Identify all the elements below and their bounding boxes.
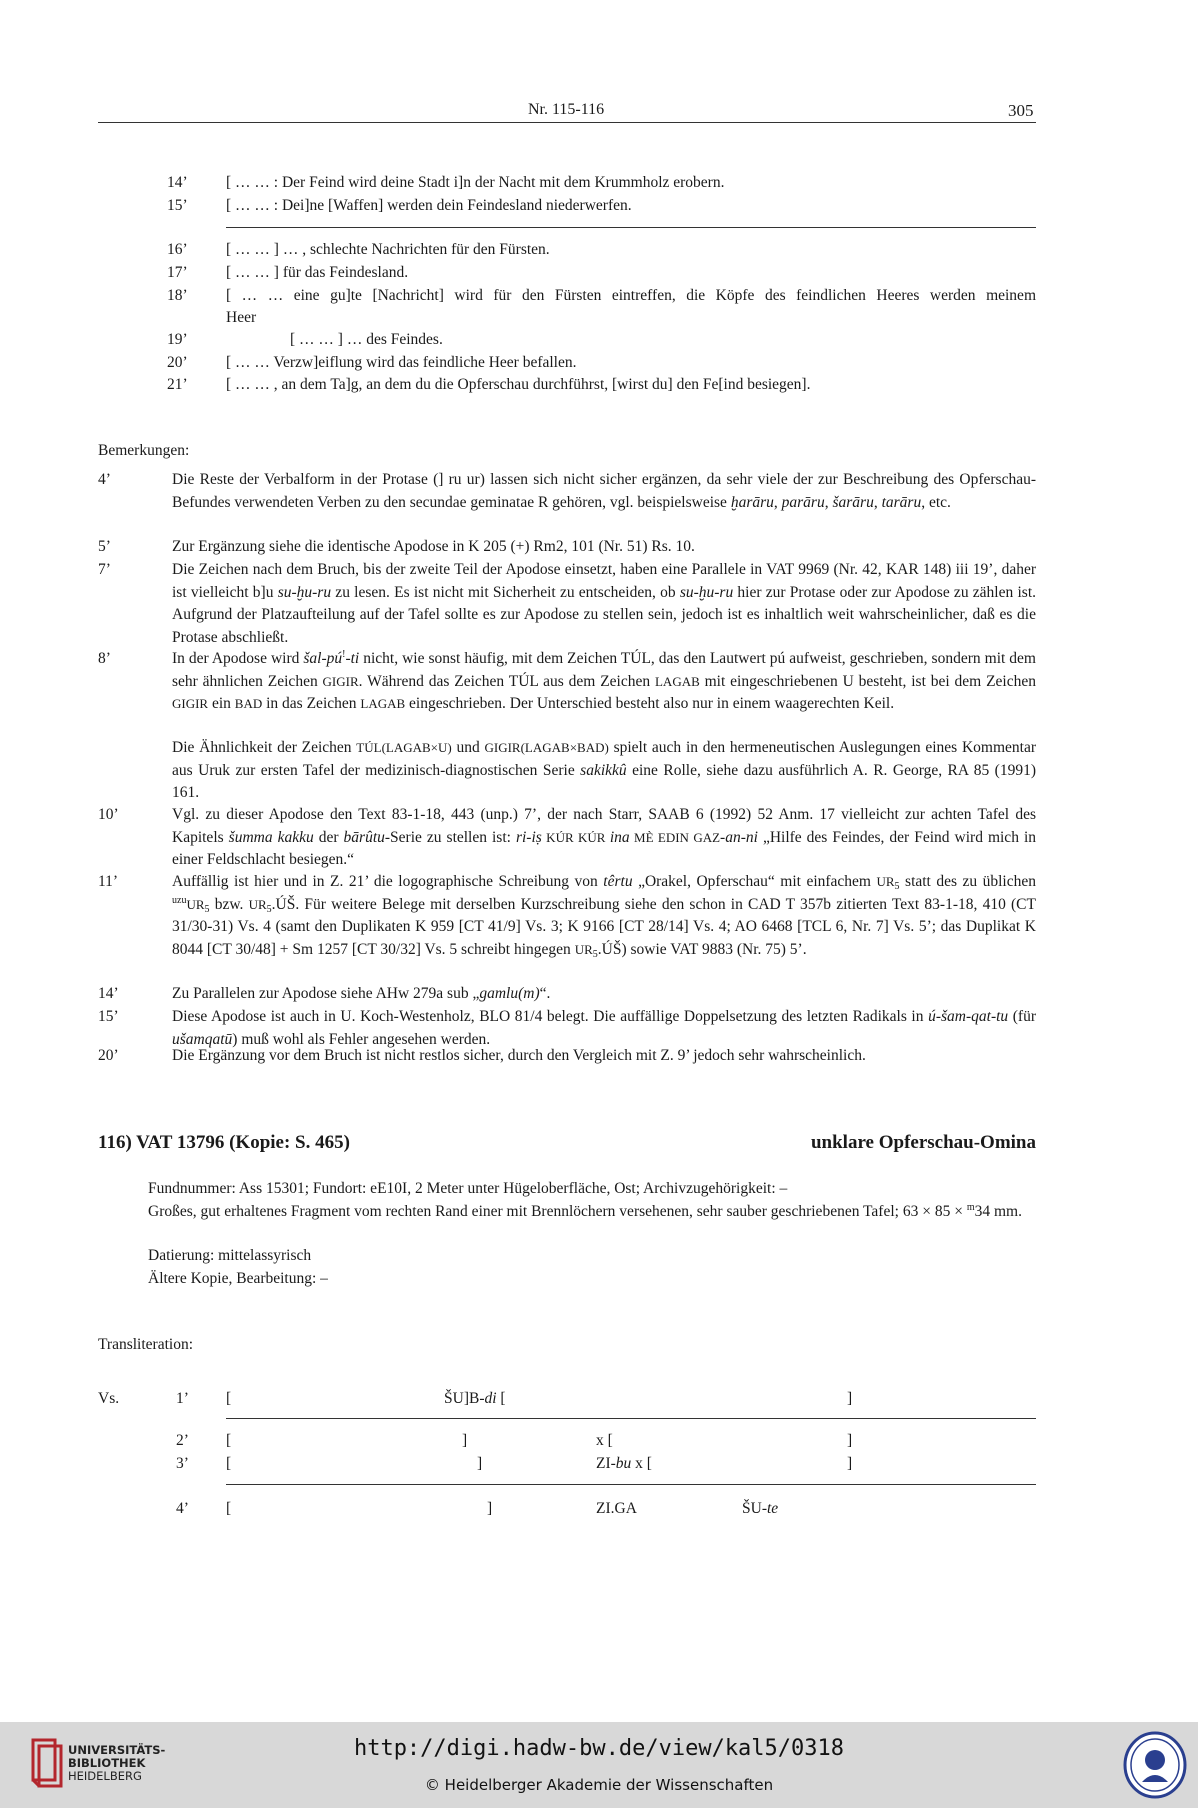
line-number: 4’ <box>176 1500 189 1517</box>
line-number: 20’ <box>167 354 188 371</box>
line-rule <box>226 1418 1036 1419</box>
running-header: Nr. 115-116 <box>528 101 605 118</box>
transliteration-heading: Transliteration: <box>98 1336 194 1353</box>
remark-number: 7’ <box>98 561 111 578</box>
line-text: ZI-bu x [ <box>596 1455 652 1472</box>
footer-bar <box>0 1722 1198 1808</box>
remark-number: 8’ <box>98 650 111 667</box>
academy-seal-icon <box>1122 1730 1188 1800</box>
line-text: [ … … ] … , schlechte Nachrichten für den Fürsten. <box>226 241 550 258</box>
remark-number: 11’ <box>98 873 119 890</box>
remark-number: 10’ <box>98 806 119 823</box>
fragment-description: Großes, gut erhaltenes Fragment vom rechten Rand einer mit Brennlöchern versehenen, sehr sauber geschriebenen Tafel; 63 × 85 × $^m$34 mm. <box>148 1201 1022 1220</box>
remark-text: Zu Parallelen zur Apodose siehe AHw 279a sub „gamlu(m)“. <box>172 985 551 1002</box>
bracket: ] <box>847 1432 853 1449</box>
line-text: [ … … : Der Feind wird deine Stadt i]n der Nacht mit dem Krummholz erobern. <box>226 174 725 191</box>
line-text: [ … … Verzw]eiflung wird das feindliche Heer befallen. <box>226 354 577 371</box>
side-label: Vs. <box>98 1390 120 1407</box>
line-number: 21’ <box>167 376 188 393</box>
remark-number: 20’ <box>98 1047 119 1064</box>
entry-subject: unklare Opferschau-Omina <box>810 1132 1036 1153</box>
bracket: [ <box>226 1432 232 1449</box>
dating: Datierung: mittelassyrisch <box>148 1247 312 1264</box>
remark-number: 5’ <box>98 538 111 555</box>
line-number: 3’ <box>176 1455 189 1472</box>
bracket: ] <box>462 1432 468 1449</box>
section-rule <box>226 227 1036 228</box>
line-text: ŠU]B-di [ <box>444 1390 506 1407</box>
line-number: 2’ <box>176 1432 189 1449</box>
bracket: [ <box>226 1390 232 1407</box>
line-text: [ … … ] … des Feindes. <box>290 331 443 348</box>
remark-number: 14’ <box>98 985 119 1002</box>
line-text-cont: Heer <box>226 309 257 326</box>
line-number: 17’ <box>167 264 188 281</box>
remarks-heading: Bemerkungen: <box>98 442 190 459</box>
copyright: © Heidelberger Akademie der Wissenschaften <box>424 1776 774 1794</box>
remark-text: Diese Apodose ist auch in U. Koch-Westenholz, BLO 81/4 belegt. Die auffällige Doppelsetzung des letzten Radikals in ú-šam-qat-tu (für ušamqatū) muß wohl als Fehler angesehen werden. <box>172 1008 1036 1048</box>
entry-title: 116) VAT 13796 (Kopie: S. 465) <box>98 1132 350 1153</box>
remark-number: 4’ <box>98 471 111 488</box>
line-text: [ … … : Dei]ne [Waffen] werden dein Feindesland niederwerfen. <box>226 197 632 214</box>
remark-text: In der Apodose wird šal-pú!-ti nicht, wie sonst häufig, mit dem Zeichen TÚL, das den Lautwert pú aufweist, geschrieben, sondern mit dem sehr ähnlichen Zeichen GIGIR. Während das Zeichen TÚL aus dem Zeichen LAGAB mit eingeschriebenen U besteht, ist bei dem Zeichen GIGIR ein BAD in das Zeichen LAGAB eingeschrieben. Der Unterschied besteht also nur in einem waagerechten Keil. <box>172 648 1036 712</box>
page-number: 305 <box>1008 101 1034 120</box>
bracket: ] <box>847 1390 853 1407</box>
line-text: ŠU-te <box>742 1500 779 1517</box>
remark-text: Die Ähnlichkeit der Zeichen TÚL(LAGAB×U) und GIGIR(LAGAB×BAD) spielt auch in den hermeneutischen Auslegungen eines Kommentar aus Uruk zur ersten Tafel der medizinisch-diagnostischen Serie sakikkû eine Rolle, siehe dazu ausführlich A. R. George, RA 85 (1991) 161. <box>172 739 1036 801</box>
bracket: [ <box>226 1455 232 1472</box>
line-rule <box>226 1484 1036 1485</box>
bracket: ] <box>487 1500 493 1517</box>
line-number: 14’ <box>167 174 188 191</box>
remark-text: Die Zeichen nach dem Bruch, bis der zweite Teil der Apodose einsetzt, haben eine Parallele in VAT 9969 (Nr. 42, KAR 148) iii 19’, daher ist vielleicht b]u su-ḫu-ru zu lesen. Es ist nicht mit Sicherheit zu entscheiden, ob su-ḫu-ru hier zur Protase oder zur Apodose zu zählen ist. Aufgrund der Platzaufteilung auf der Tafel sollte es zur Apodose zu stellen sein, jedoch ist es inhaltlich weit wahrscheinlicher, daß es die Protase abschließt. <box>172 561 1036 646</box>
line-text: [ … … ] für das Feindesland. <box>226 264 409 281</box>
remark-text: Vgl. zu dieser Apodose den Text 83-1-18, 443 (unp.) 7’, der nach Starr, SAAB 6 (1992) 52 Anm. 17 vielleicht zur achten Tafel des Kapitels šumma kakku der bārûtu-Serie zu stellen ist: ri-iṣ KÚR KÚR ina MÈ EDIN GAZ-an-ni „Hilfe des Feindes, der Feind wird mich in einer Feldschlacht besiegen.“ <box>172 806 1037 868</box>
remark-number: 15’ <box>98 1008 119 1025</box>
line-number: 19’ <box>167 331 188 348</box>
permalink-link[interactable]: http://digi.hadw-bw.de/view/kal5/0318 <box>353 1736 845 1761</box>
line-text: [ … … , an dem Ta]g, an dem du die Opferschau durchführst, [wirst du] den Fe[ind besiegen]. <box>226 376 811 393</box>
remark-text: Die Ergänzung vor dem Bruch ist nicht restlos sicher, durch den Vergleich mit Z. 9’ jedoch sehr wahrscheinlich. <box>172 1047 866 1064</box>
line-text: [ … … eine gu]te [Nachricht] wird für den Fürsten eintreffen, die Köpfe des feindlichen Heeres werden meinem <box>226 287 1036 304</box>
library-name: UNIVERSITÄTS- BIBLIOTHEK HEIDELBERG <box>68 1743 166 1783</box>
remark-text: Zur Ergänzung siehe die identische Apodose in K 205 (+) Rm2, 101 (Nr. 51) Rs. 10. <box>172 538 695 555</box>
line-number: 16’ <box>167 241 188 258</box>
remark-text: Auffällig ist hier und in Z. 21’ die logographische Schreibung von têrtu „Orakel, Opferschau“ mit einfachem $UR_5$ statt des zu üblichen $^{uzu}UR_5$ bzw. $UR_5.ÚŠ$. Für weitere Belege mit derselben Kurzschreibung siehe den schon in CAD T 357b zitierten Text 83-1-18, 410 (CT 31/30-31) Vs. 4 (samt den Duplikaten K 959 [CT 41/9] Vs. 3; K 9166 [CT 28/14] Vs. 4; AO 6468 [TCL 6, Nr. 7] Vs. 5’; das Duplikat K 8044 [CT 30/48] + Sm 1257 [CT 30/32] Vs. 5 schreibt hingegen $UR_5.ÚŠ$) sowie VAT 9883 (Nr. 75) 5’. <box>172 873 1036 960</box>
remark-text: Die Reste der Verbalform in der Protase (] ru ur) lassen sich nicht sicher ergänzen, da sehr viele der zur Beschreibung des Opferschau-Befundes verwendeten Verben zu den secundae geminatae R gehören, vgl. beispielsweise ḫarāru, parāru, šarāru, tarāru, etc. <box>172 471 1036 511</box>
line-text: x [ <box>596 1432 613 1449</box>
bracket: ] <box>477 1455 483 1472</box>
line-number: 1’ <box>176 1390 189 1407</box>
fund-info: Fundnummer: Ass 15301; Fundort: eE10I, 2 Meter unter Hügeloberfläche, Ost; Archivzugehörigkeit: – <box>148 1180 788 1197</box>
older-copy: Ältere Kopie, Bearbeitung: – <box>148 1270 328 1287</box>
header-rule <box>98 122 1036 123</box>
line-number: 15’ <box>167 197 188 214</box>
line-text: ZI.GA <box>596 1500 637 1517</box>
bracket: ] <box>847 1455 853 1472</box>
line-number: 18’ <box>167 287 188 304</box>
bracket: [ <box>226 1500 232 1517</box>
